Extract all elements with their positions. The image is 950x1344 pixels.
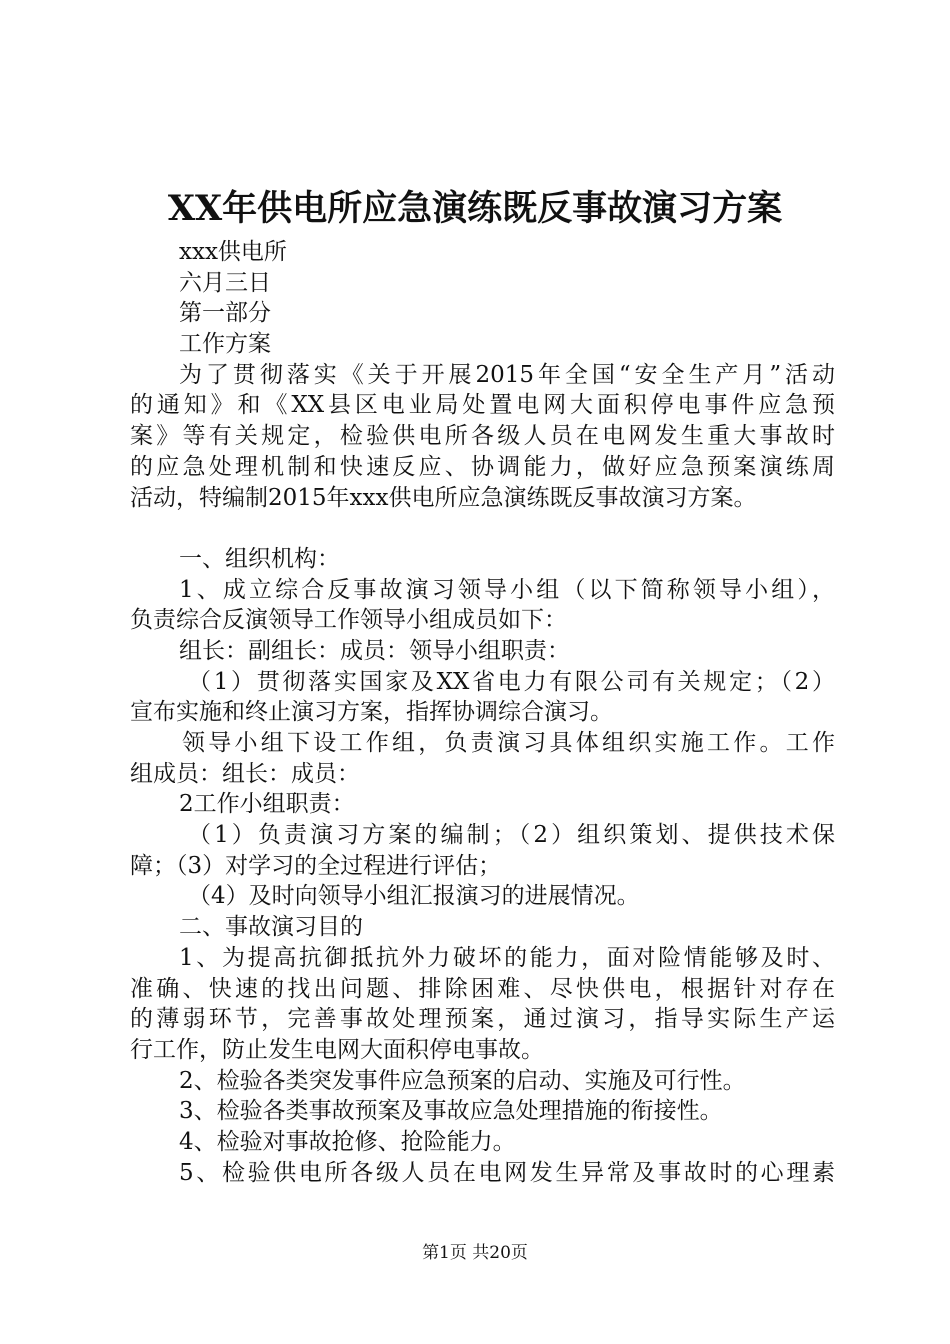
list-item: 2、检验各类突发事件应急预案的启动、实施及可行性。: [179, 1067, 746, 1094]
list-item: 5、检验供电所各级人员在电网发生异常及事故时的心理素: [179, 1159, 835, 1186]
paragraph-line: 宣布实施和终止演习方案，指挥协调综合演习。: [130, 699, 613, 726]
paragraph-line: 1、成立综合反事故演习领导小组（以下简称领导小组），: [179, 576, 835, 603]
paragraph-line: （1）负责演习方案的编制；（2）组织策划、提供技术保: [188, 822, 835, 849]
paragraph-line: 活动，特编制2015年xxx供电所应急演练既反事故演习方案。: [130, 484, 757, 511]
section-label: 第一部分: [179, 300, 271, 327]
paragraph-gap: [130, 513, 835, 544]
paragraph-line: 案》等有关规定，检验供电所各级人员在电网发生重大事故时: [130, 423, 835, 450]
paragraph-line: 领导小组下设工作组，负责演习具体组织实施工作。工作: [182, 730, 835, 756]
paragraph-line: 负责综合反演领导工作领导小组成员如下：: [130, 607, 567, 634]
heading-organization: 一、组织机构：: [179, 545, 340, 572]
paragraph-line: （1）贯彻落实国家及XX省电力有限公司有关规定；（2）: [188, 668, 835, 695]
list-item: 3、检验各类事故预案及事故应急处理措施的衔接性。: [179, 1098, 723, 1125]
paragraph-line: 的通知》和《XX县区电业局处置电网大面积停电事件应急预: [130, 392, 835, 419]
document-body: [130, 237, 835, 1188]
paragraph-line: （4）及时向领导小组汇报演习的进展情况。: [188, 883, 640, 910]
page-number: 第1页 共20页: [422, 1243, 528, 1263]
document-title: XX年供电所应急演练既反事故演习方案: [167, 188, 783, 229]
paragraph-line: 准确、快速的找出问题、排除困难、尽快供电，根据针对存在: [130, 975, 835, 1002]
paragraph-line: 1、为提高抗御抵抗外力破坏的能力，面对险情能够及时、: [179, 944, 835, 971]
list-item: 4、检验对事故抢修、抢险能力。: [179, 1128, 516, 1155]
paragraph-line: 组成员：组长：成员：: [130, 760, 360, 787]
paragraph-line: 为了贯彻落实《关于开展2015年全国“安全生产月”活动: [179, 361, 835, 388]
paragraph-line: 2工作小组职责：: [179, 791, 355, 818]
paragraph-line: 行工作，防止发生电网大面积停电事故。: [130, 1036, 544, 1063]
author-line: xxx供电所: [179, 239, 287, 265]
paragraph-line: 组长：副组长：成员：领导小组职责：: [179, 637, 570, 664]
date-line: 六月三日: [179, 269, 271, 296]
heading-purpose: 二、事故演习目的: [179, 914, 363, 941]
paragraph-line: 的薄弱环节，完善事故处理预案，通过演习，指导实际生产运: [130, 1006, 835, 1033]
paragraph-line: 障；（3）对学习的全过程进行评估；: [130, 852, 502, 879]
paragraph-line: 的应急处理机制和快速反应、协调能力，做好应急预案演练周: [130, 453, 835, 480]
section-title: 工作方案: [179, 331, 271, 358]
